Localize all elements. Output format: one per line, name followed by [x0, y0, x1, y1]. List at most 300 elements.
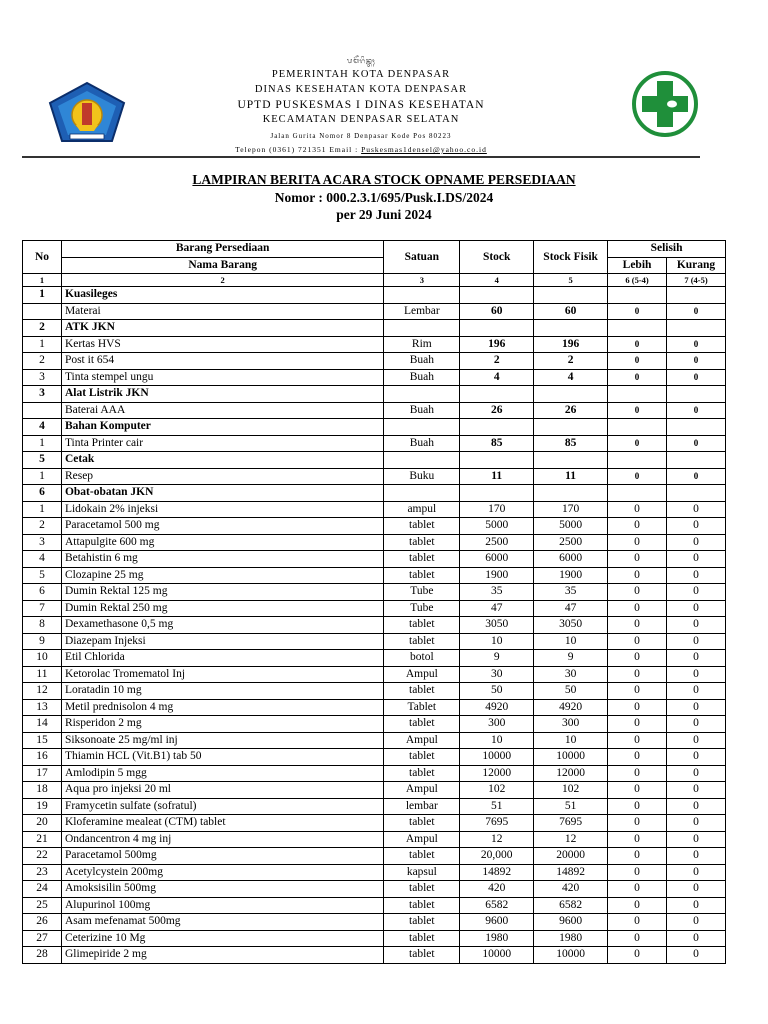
letterhead	[22, 55, 700, 153]
item-lebih: 0	[608, 402, 667, 419]
category-row	[23, 320, 726, 337]
item-name: Betahistin 6 mg	[61, 551, 383, 568]
item-unit: tablet	[384, 534, 460, 551]
item-unit: tablet	[384, 749, 460, 766]
item-row	[23, 650, 726, 667]
empty-cell	[608, 452, 667, 469]
empty-cell	[460, 386, 534, 403]
item-kurang: 0	[667, 930, 726, 947]
category-row	[23, 485, 726, 502]
item-stock: 14892	[460, 864, 534, 881]
item-stock-fisik: 4	[534, 369, 608, 386]
item-kurang: 0	[667, 732, 726, 749]
empty-cell	[667, 452, 726, 469]
header-stock: Stock	[460, 241, 534, 274]
item-row	[23, 666, 726, 683]
item-row	[23, 864, 726, 881]
item-no: 8	[23, 617, 62, 634]
item-name: Loratadin 10 mg	[61, 683, 383, 700]
item-unit: tablet	[384, 848, 460, 865]
item-stock-fisik: 4920	[534, 699, 608, 716]
col-number: 6 (5-4)	[608, 274, 667, 287]
item-row	[23, 699, 726, 716]
item-stock: 102	[460, 782, 534, 799]
item-unit: tablet	[384, 617, 460, 634]
item-stock-fisik: 60	[534, 303, 608, 320]
item-name: Ceterizine 10 Mg	[61, 930, 383, 947]
item-stock-fisik: 1980	[534, 930, 608, 947]
item-no: 9	[23, 633, 62, 650]
item-kurang: 0	[667, 666, 726, 683]
item-kurang: 0	[667, 633, 726, 650]
item-no: 1	[23, 336, 62, 353]
letterhead-email: Puskesmas1densel@yahoo.co.id	[361, 145, 487, 154]
empty-cell	[608, 485, 667, 502]
item-no: 2	[23, 518, 62, 535]
item-name: Dumin Rektal 125 mg	[61, 584, 383, 601]
category-no: 2	[23, 320, 62, 337]
item-row	[23, 369, 726, 386]
header-satuan: Satuan	[384, 241, 460, 274]
item-name: Materai	[61, 303, 383, 320]
item-stock-fisik: 420	[534, 881, 608, 898]
item-lebih: 0	[608, 551, 667, 568]
item-kurang: 0	[667, 551, 726, 568]
item-unit: Tube	[384, 600, 460, 617]
letterhead-line-4: KECAMATAN DENPASAR SELATAN	[262, 114, 460, 125]
item-name: Amlodipin 5 mgg	[61, 765, 383, 782]
item-unit: tablet	[384, 518, 460, 535]
item-kurang: 0	[667, 584, 726, 601]
item-row	[23, 567, 726, 584]
item-unit: tablet	[384, 765, 460, 782]
item-kurang: 0	[667, 567, 726, 584]
item-row	[23, 716, 726, 733]
item-no: 5	[23, 567, 62, 584]
item-unit: tablet	[384, 947, 460, 964]
item-lebih: 0	[608, 699, 667, 716]
item-name: Framycetin sulfate (sofratul)	[61, 798, 383, 815]
category-no: 5	[23, 452, 62, 469]
balinese-script-top: ᬧᬫᭂᬭᬶᬦ᭄ᬢᬄ	[346, 57, 376, 65]
item-stock-fisik: 26	[534, 402, 608, 419]
item-lebih: 0	[608, 831, 667, 848]
item-stock: 10000	[460, 749, 534, 766]
category-row	[23, 419, 726, 436]
item-stock-fisik: 2500	[534, 534, 608, 551]
item-no: 3	[23, 369, 62, 386]
item-name: Risperidon 2 mg	[61, 716, 383, 733]
header-nama-barang: Nama Barang	[61, 257, 383, 274]
item-stock: 4920	[460, 699, 534, 716]
item-unit: Buah	[384, 435, 460, 452]
category-no: 6	[23, 485, 62, 502]
item-stock-fisik: 2	[534, 353, 608, 370]
item-stock: 50	[460, 683, 534, 700]
item-stock-fisik: 20000	[534, 848, 608, 865]
col-number: 7 (4-5)	[667, 274, 726, 287]
item-unit: tablet	[384, 551, 460, 568]
item-unit: Tube	[384, 584, 460, 601]
item-stock-fisik: 51	[534, 798, 608, 815]
item-row	[23, 881, 726, 898]
item-lebih: 0	[608, 947, 667, 964]
item-kurang: 0	[667, 749, 726, 766]
item-name: Alupurinol 100mg	[61, 897, 383, 914]
item-kurang: 0	[667, 369, 726, 386]
empty-cell	[534, 452, 608, 469]
item-stock: 12	[460, 831, 534, 848]
item-lebih: 0	[608, 798, 667, 815]
item-row	[23, 831, 726, 848]
item-unit: Buah	[384, 402, 460, 419]
empty-cell	[460, 320, 534, 337]
item-lebih: 0	[608, 303, 667, 320]
item-lebih: 0	[608, 567, 667, 584]
item-no: 22	[23, 848, 62, 865]
puskesmas-cross-icon	[632, 71, 698, 137]
item-row	[23, 914, 726, 931]
item-stock-fisik: 10000	[534, 749, 608, 766]
letterhead-phone: Telepon (0361) 721351 Email :	[235, 145, 359, 154]
item-lebih: 0	[608, 633, 667, 650]
header-row	[23, 241, 726, 258]
item-row	[23, 782, 726, 799]
item-kurang: 0	[667, 650, 726, 667]
item-lebih: 0	[608, 650, 667, 667]
item-kurang: 0	[667, 468, 726, 485]
item-name: Lidokain 2% injeksi	[61, 501, 383, 518]
item-stock: 35	[460, 584, 534, 601]
item-name: Resep	[61, 468, 383, 485]
item-no: 6	[23, 584, 62, 601]
item-unit: Ampul	[384, 782, 460, 799]
item-kurang: 0	[667, 914, 726, 931]
empty-cell	[667, 386, 726, 403]
item-row	[23, 848, 726, 865]
empty-cell	[534, 419, 608, 436]
item-lebih: 0	[608, 732, 667, 749]
empty-cell	[460, 287, 534, 304]
item-stock-fisik: 14892	[534, 864, 608, 881]
item-row	[23, 468, 726, 485]
category-name: Obat-obatan JKN	[61, 485, 383, 502]
item-stock: 1980	[460, 930, 534, 947]
item-no: 11	[23, 666, 62, 683]
item-row	[23, 947, 726, 964]
item-kurang: 0	[667, 303, 726, 320]
item-row	[23, 897, 726, 914]
item-no: 20	[23, 815, 62, 832]
item-row	[23, 551, 726, 568]
empty-cell	[667, 287, 726, 304]
header-kurang: Kurang	[667, 257, 726, 274]
item-stock: 1900	[460, 567, 534, 584]
item-row	[23, 501, 726, 518]
empty-cell	[460, 452, 534, 469]
empty-cell	[384, 485, 460, 502]
item-no: 1	[23, 501, 62, 518]
header-barang-persediaan: Barang Persediaan	[61, 241, 383, 258]
item-row	[23, 402, 726, 419]
item-kurang: 0	[667, 864, 726, 881]
empty-cell	[460, 485, 534, 502]
item-row	[23, 749, 726, 766]
item-kurang: 0	[667, 897, 726, 914]
stock-table-body	[23, 287, 726, 964]
category-row	[23, 287, 726, 304]
item-unit: tablet	[384, 881, 460, 898]
item-unit: lembar	[384, 798, 460, 815]
item-stock: 85	[460, 435, 534, 452]
letterhead-contact	[22, 145, 700, 154]
category-row	[23, 452, 726, 469]
item-lebih: 0	[608, 584, 667, 601]
item-kurang: 0	[667, 782, 726, 799]
header-lebih: Lebih	[608, 257, 667, 274]
item-no: 17	[23, 765, 62, 782]
empty-cell	[534, 287, 608, 304]
item-no: 26	[23, 914, 62, 931]
item-stock-fisik: 6000	[534, 551, 608, 568]
item-no: 23	[23, 864, 62, 881]
item-kurang: 0	[667, 848, 726, 865]
item-stock-fisik: 10	[534, 732, 608, 749]
item-name: Paracetamol 500mg	[61, 848, 383, 865]
item-lebih: 0	[608, 930, 667, 947]
item-kurang: 0	[667, 617, 726, 634]
item-no	[23, 303, 62, 320]
item-name: Asam mefenamat 500mg	[61, 914, 383, 931]
item-stock: 30	[460, 666, 534, 683]
item-stock: 60	[460, 303, 534, 320]
item-no: 16	[23, 749, 62, 766]
item-stock-fisik: 102	[534, 782, 608, 799]
item-name: Acetylcystein 200mg	[61, 864, 383, 881]
item-stock-fisik: 47	[534, 600, 608, 617]
category-no: 4	[23, 419, 62, 436]
item-name: Glimepiride 2 mg	[61, 947, 383, 964]
item-row	[23, 683, 726, 700]
item-stock-fisik: 10000	[534, 947, 608, 964]
item-kurang: 0	[667, 716, 726, 733]
item-lebih: 0	[608, 914, 667, 931]
item-no: 4	[23, 551, 62, 568]
item-kurang: 0	[667, 402, 726, 419]
item-lebih: 0	[608, 864, 667, 881]
item-row	[23, 600, 726, 617]
item-stock: 420	[460, 881, 534, 898]
item-name: Attapulgite 600 mg	[61, 534, 383, 551]
item-unit: tablet	[384, 914, 460, 931]
stock-table	[22, 240, 726, 964]
item-stock-fisik: 1900	[534, 567, 608, 584]
item-name: Kertas HVS	[61, 336, 383, 353]
letterhead-line-3: UPTD PUSKESMAS I DINAS KESEHATAN	[237, 99, 485, 111]
item-kurang: 0	[667, 798, 726, 815]
col-number: 4	[460, 274, 534, 287]
item-kurang: 0	[667, 815, 726, 832]
item-no	[23, 402, 62, 419]
category-no: 1	[23, 287, 62, 304]
letterhead-address: Jalan Gurita Nomor 8 Denpasar Kode Pos 80223	[270, 132, 452, 140]
item-kurang: 0	[667, 699, 726, 716]
item-stock-fisik: 35	[534, 584, 608, 601]
item-name: Thiamin HCL (Vit.B1) tab 50	[61, 749, 383, 766]
empty-cell	[534, 485, 608, 502]
item-stock: 9	[460, 650, 534, 667]
item-unit: tablet	[384, 897, 460, 914]
item-unit: Buah	[384, 353, 460, 370]
item-row	[23, 633, 726, 650]
item-lebih: 0	[608, 815, 667, 832]
item-no: 24	[23, 881, 62, 898]
item-lebih: 0	[608, 666, 667, 683]
item-stock-fisik: 50	[534, 683, 608, 700]
item-no: 19	[23, 798, 62, 815]
item-kurang: 0	[667, 683, 726, 700]
item-kurang: 0	[667, 765, 726, 782]
item-stock: 6000	[460, 551, 534, 568]
item-stock-fisik: 5000	[534, 518, 608, 535]
item-stock: 11	[460, 468, 534, 485]
item-unit: botol	[384, 650, 460, 667]
column-number-row	[23, 274, 726, 287]
item-stock-fisik: 12	[534, 831, 608, 848]
item-no: 14	[23, 716, 62, 733]
empty-cell	[460, 419, 534, 436]
item-no: 15	[23, 732, 62, 749]
item-lebih: 0	[608, 782, 667, 799]
item-stock: 47	[460, 600, 534, 617]
col-number: 5	[534, 274, 608, 287]
item-row	[23, 435, 726, 452]
item-name: Dumin Rektal 250 mg	[61, 600, 383, 617]
item-stock: 5000	[460, 518, 534, 535]
item-name: Siksonoate 25 mg/ml inj	[61, 732, 383, 749]
item-stock-fisik: 196	[534, 336, 608, 353]
item-stock-fisik: 30	[534, 666, 608, 683]
item-lebih: 0	[608, 881, 667, 898]
item-name: Etil Chlorida	[61, 650, 383, 667]
item-no: 3	[23, 534, 62, 551]
item-row	[23, 815, 726, 832]
empty-cell	[667, 320, 726, 337]
item-no: 2	[23, 353, 62, 370]
item-name: Amoksisilin 500mg	[61, 881, 383, 898]
item-name: Diazepam Injeksi	[61, 633, 383, 650]
empty-cell	[534, 386, 608, 403]
item-name: Tinta Printer cair	[61, 435, 383, 452]
item-name: Baterai AAA	[61, 402, 383, 419]
letterhead-line-1: PEMERINTAH KOTA DENPASAR	[271, 69, 451, 80]
item-stock: 196	[460, 336, 534, 353]
item-stock: 3050	[460, 617, 534, 634]
item-lebih: 0	[608, 501, 667, 518]
item-unit: tablet	[384, 716, 460, 733]
empty-cell	[608, 287, 667, 304]
item-stock: 12000	[460, 765, 534, 782]
item-row	[23, 930, 726, 947]
item-unit: tablet	[384, 815, 460, 832]
item-no: 13	[23, 699, 62, 716]
item-stock: 10000	[460, 947, 534, 964]
category-name: ATK JKN	[61, 320, 383, 337]
item-stock: 2	[460, 353, 534, 370]
category-name: Cetak	[61, 452, 383, 469]
item-no: 1	[23, 468, 62, 485]
header-stock-fisik: Stock Fisik	[534, 241, 608, 274]
item-unit: Tablet	[384, 699, 460, 716]
empty-cell	[608, 419, 667, 436]
letterhead-rule	[22, 156, 700, 158]
item-name: Kloferamine mealeat (CTM) tablet	[61, 815, 383, 832]
item-unit: ampul	[384, 501, 460, 518]
item-stock: 170	[460, 501, 534, 518]
item-lebih: 0	[608, 749, 667, 766]
category-name: Bahan Komputer	[61, 419, 383, 436]
empty-cell	[384, 419, 460, 436]
item-kurang: 0	[667, 501, 726, 518]
category-name: Kuasileges	[61, 287, 383, 304]
empty-cell	[608, 320, 667, 337]
item-name: Tinta stempel ungu	[61, 369, 383, 386]
item-stock-fisik: 85	[534, 435, 608, 452]
letterhead-line-2: DINAS KESEHATAN KOTA DENPASAR	[254, 84, 468, 95]
document-number: Nomor : 000.2.3.1/695/Pusk.I.DS/2024	[274, 190, 494, 205]
item-kurang: 0	[667, 336, 726, 353]
item-kurang: 0	[667, 435, 726, 452]
item-no: 1	[23, 435, 62, 452]
item-name: Metil prednisolon 4 mg	[61, 699, 383, 716]
item-lebih: 0	[608, 683, 667, 700]
empty-cell	[608, 386, 667, 403]
item-lebih: 0	[608, 435, 667, 452]
item-unit: Ampul	[384, 732, 460, 749]
item-no: 21	[23, 831, 62, 848]
item-no: 25	[23, 897, 62, 914]
item-row	[23, 617, 726, 634]
item-stock-fisik: 6582	[534, 897, 608, 914]
item-lebih: 0	[608, 336, 667, 353]
item-no: 10	[23, 650, 62, 667]
item-stock: 9600	[460, 914, 534, 931]
item-stock-fisik: 11	[534, 468, 608, 485]
item-stock: 51	[460, 798, 534, 815]
item-lebih: 0	[608, 369, 667, 386]
item-name: Clozapine 25 mg	[61, 567, 383, 584]
item-no: 27	[23, 930, 62, 947]
item-stock-fisik: 10	[534, 633, 608, 650]
item-kurang: 0	[667, 881, 726, 898]
header-no: No	[23, 241, 62, 274]
item-unit: tablet	[384, 633, 460, 650]
item-unit: Rim	[384, 336, 460, 353]
item-stock-fisik: 9600	[534, 914, 608, 931]
subheader-row	[23, 257, 726, 274]
item-lebih: 0	[608, 897, 667, 914]
item-stock-fisik: 7695	[534, 815, 608, 832]
empty-cell	[384, 386, 460, 403]
item-unit: kapsul	[384, 864, 460, 881]
item-row	[23, 336, 726, 353]
item-kurang: 0	[667, 534, 726, 551]
item-unit: tablet	[384, 567, 460, 584]
empty-cell	[667, 419, 726, 436]
item-stock: 2500	[460, 534, 534, 551]
item-lebih: 0	[608, 600, 667, 617]
item-unit: Buku	[384, 468, 460, 485]
